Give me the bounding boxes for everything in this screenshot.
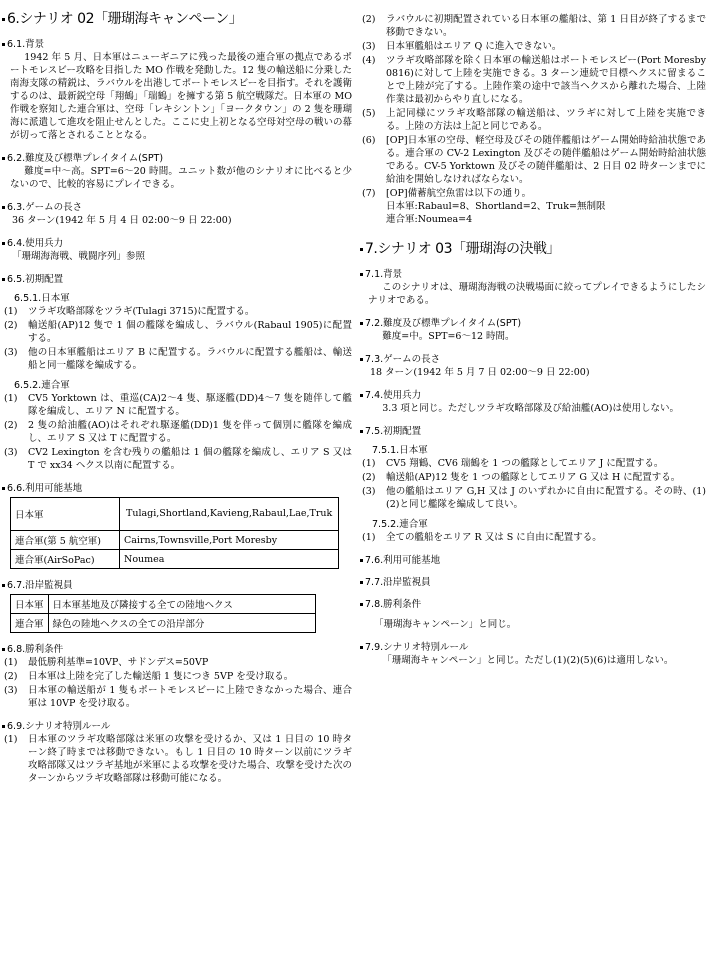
list-item: (3) 他の艦船はエリア G,H 又は J のいずれかに自由に配置する。その時、(1)(2)と同じ艦隊を編成して良い。: [362, 486, 706, 510]
special-rules-text: 「珊瑚海キャンペーン」と同じ。ただし(1)(2)(5)(6)は適用しない。: [382, 655, 674, 666]
table-row: 連合軍 緑色の陸地ヘクスの全ての沿岸部分: [11, 614, 316, 633]
section-heading: 7.2.難度及び標準プレイタイム(SPT): [360, 315, 706, 329]
section-heading: 7.6.利用可能基地: [360, 552, 706, 566]
list-item: (2) 2 隻の給油艦(AO)はそれぞれ駆逐艦(DD)1 隻を伴って個別に艦隊を編成し、エリア S 又は T に配置する。: [4, 420, 352, 444]
list-item: (3) 日本軍艦船はエリア Q に進入できない。: [362, 41, 562, 52]
list-item: (3) 日本軍の輸送船が 1 隻もポートモレスビーに上陸できなかった場合、連合軍は 10VP を受け取る。: [4, 685, 352, 709]
allied-setup-list: [2, 392, 352, 472]
list-item: (1) 最低勝利基準=10VP、サドンデス=50VP: [4, 657, 209, 668]
subsection-heading: 7.5.2.連合軍: [372, 519, 428, 530]
subsection-heading: 6.5.2.連合軍: [14, 380, 70, 391]
table-row: 連合軍(AirSoPac) Noumea: [11, 550, 339, 569]
difficulty-text: 難度=中。SPT=6～12 時間。: [382, 331, 515, 342]
coastwatchers-table: [10, 594, 316, 633]
section-heading: 7.7.沿岸監視員: [360, 574, 706, 588]
left-column: [2, 0, 352, 798]
list-item: (1) ツラギ攻略部隊をツラギ(Tulagi 3715)に配置する。: [4, 306, 255, 317]
section-heading: 6.3.ゲームの長さ: [2, 199, 352, 213]
table-row: 連合軍(第 5 航空軍) Cairns,Townsville,Port Moresby: [11, 531, 339, 550]
forces-text: 「珊瑚海海戦、戦闘序列」参照: [12, 251, 146, 262]
list-item: (2) 輸送船(AP)12 隻で 1 個の艦隊を編成し、ラバウル(Rabaul 1905)に配置する。: [4, 320, 352, 344]
table-row: 日本軍 Tulagi,Shortland,Kavieng,Rabaul,Lae,Truk: [11, 498, 339, 531]
list-item: (2) 日本軍は上陸を完了した輸送船 1 隻につき 5VP を受け取る。: [4, 671, 294, 682]
list-item: (2) ラバウルに初期配置されている日本軍の艦船は、第 1 日目が終了するまで移動できない。: [362, 14, 706, 38]
jp-setup-list: [360, 457, 706, 511]
list-item: (1) CV5 Yorktown は、重巡(CA)2～4 隻、駆逐艦(DD)4～7 隻を随伴して艦隊を編成し、エリア N に配置する。: [4, 393, 352, 417]
forces-text: 3.3 項と同じ。ただしツラギ攻略部隊及び給油艦(AO)は使用しない。: [382, 403, 679, 414]
torpedo-allied: 連合軍:Noumea=4: [386, 214, 473, 225]
section-heading: 6.2.難度及び標準プレイタイム(SPT): [2, 150, 352, 164]
torpedo-jp: 日本軍:Rabaul=8、Shortland=2、Truk=無制限: [386, 201, 606, 212]
game-length-text: 36 ターン(1942 年 5 月 4 日 02:00～9 日 22:00): [12, 215, 232, 226]
section-heading: 6.6.利用可能基地: [2, 480, 352, 494]
section-heading: 7.9.シナリオ特別ルール: [360, 639, 706, 653]
list-item: (4) ツラギ攻略部隊を除く日本軍の輸送船はポートモレスビー(Port Moresby 0816)に対して上陸を実施できる。3 ターン連続で目標ヘクスに留まることで上陸が完了する。上陸作業の途中で該当ヘクスから離れた場合、上陸作業は最初からやり直しになる。: [362, 55, 706, 105]
bases-table: [10, 497, 339, 569]
section-heading: 6.1.背景: [2, 36, 352, 50]
list-item: (3) 他の日本軍艦船はエリア B に配置する。ラバウルに配置する艦船は、輸送船と同一艦隊を編成する。: [4, 347, 352, 371]
section-heading: 6.5.初期配置: [2, 271, 352, 285]
list-item: (6) [OP]日本軍の空母、軽空母及びその随伴艦船はゲーム開始時給油状態である。連合軍の CV-2 Lexington 及びその随伴艦船はゲーム開始時給油状態である。CV-5 Yorktown 及びその随伴艦船は、2 日目 02 時ターンまでに給油を開始しなければならない。: [362, 135, 706, 185]
allied-setup-list: [360, 531, 706, 544]
section-heading: 7.3.ゲームの長さ: [360, 351, 706, 365]
list-item: (1) 日本軍のツラギ攻略部隊は米軍の攻撃を受けるか、又は 1 日目の 10 時ターン終了時までは移動できない。もし 1 日目の 10 時ターン以前にツラギ攻略部隊又はツラギ基地が米軍による攻撃を受けた場合、攻撃を受けた次のターンからツラギ攻略部隊は移動可能になる。: [4, 734, 352, 784]
list-item: (3) CV2 Lexington を含む残りの艦船は 1 個の艦隊を編成し、エリア S 又は T で xx34 ヘクス以南に配置する。: [4, 447, 352, 471]
background-text: 1942 年 5 月、日本軍はニューギニアに残った最後の連合軍の拠点であるポートモレスビー攻略を目指した MO 作戦を発動した。12 隻の輸送船に分乗した南海支隊の精鋭は、ラバウルを出港してポートモレスビーを目指す。それを護衛するのは、最新鋭空母「翔鶴」「瑞鶴」を擁する第 5 航空戦隊だ。日本軍の MO 作戦を察知した連合軍は、空母「レキシントン」「ヨークタウン」の 2 隻を珊瑚海に派遣して進攻を阻止せんとした。ここに史上初となる空母対空母の戦いの幕が切って落とされることとなる。: [10, 52, 353, 141]
table-row: 日本軍 日本軍基地及び隣接する全ての陸地ヘクス: [11, 595, 316, 614]
section-heading: 7.8.勝利条件: [360, 596, 706, 610]
subsection-heading: 7.5.1.日本軍: [372, 445, 428, 456]
list-item: (2) 輸送船(AP)12 隻を 1 つの艦隊としてエリア G 又は H に配置する。: [362, 472, 681, 483]
game-length-text: 18 ターン(1942 年 5 月 7 日 02:00～9 日 22:00): [370, 367, 590, 378]
difficulty-text: 難度=中～高。SPT=6～20 時間。ユニット数が他のシナリオに比べると少ないので、比較的容易にプレイできる。: [10, 166, 352, 190]
section-heading: 7.4.使用兵力: [360, 387, 706, 401]
special-rules-list-part1: [2, 733, 352, 797]
list-item: (7) [OP]備蓄航空魚雷は以下の通り。 日本軍:Rabaul=8、Shortland=2、Truk=無制限 連合軍:Noumea=4: [362, 188, 606, 225]
victory-text: 「珊瑚海キャンペーン」と同じ。: [374, 619, 517, 630]
list-item: (5) 上記同様にツラギ攻略部隊の輸送船は、ツラギに対して上陸を実施できる。上陸の方法は上記と同じである。: [362, 108, 706, 132]
list-item: (1) 全ての艦船をエリア R 又は S に自由に配置する。: [362, 532, 602, 543]
section-heading: 6.4.使用兵力: [2, 235, 352, 249]
list-item: (1) CV5 翔鶴、CV6 瑞鶴を 1 つの艦隊としてエリア J に配置する。: [362, 458, 664, 469]
section-heading: 6.9.シナリオ特別ルール: [2, 718, 352, 732]
victory-list: [2, 656, 352, 710]
special-rules-list-part2: [360, 13, 706, 226]
scenario-03-title: 7.シナリオ 03「珊瑚海の決戦」: [360, 238, 706, 258]
jp-setup-list: [2, 305, 352, 372]
section-heading: 7.1.背景: [360, 266, 706, 280]
section-heading: 6.8.勝利条件: [2, 641, 352, 655]
section-heading: 7.5.初期配置: [360, 423, 706, 437]
scenario-02-title: 6.シナリオ 02「珊瑚海キャンペーン」: [2, 8, 352, 28]
section-heading: 6.7.沿岸監視員: [2, 577, 352, 591]
right-column: [360, 0, 706, 667]
background-text: このシナリオは、珊瑚海海戦の決戦場面に絞ってプレイできるようにしたシナリオである。: [368, 282, 706, 306]
subsection-heading: 6.5.1.日本軍: [14, 293, 70, 304]
